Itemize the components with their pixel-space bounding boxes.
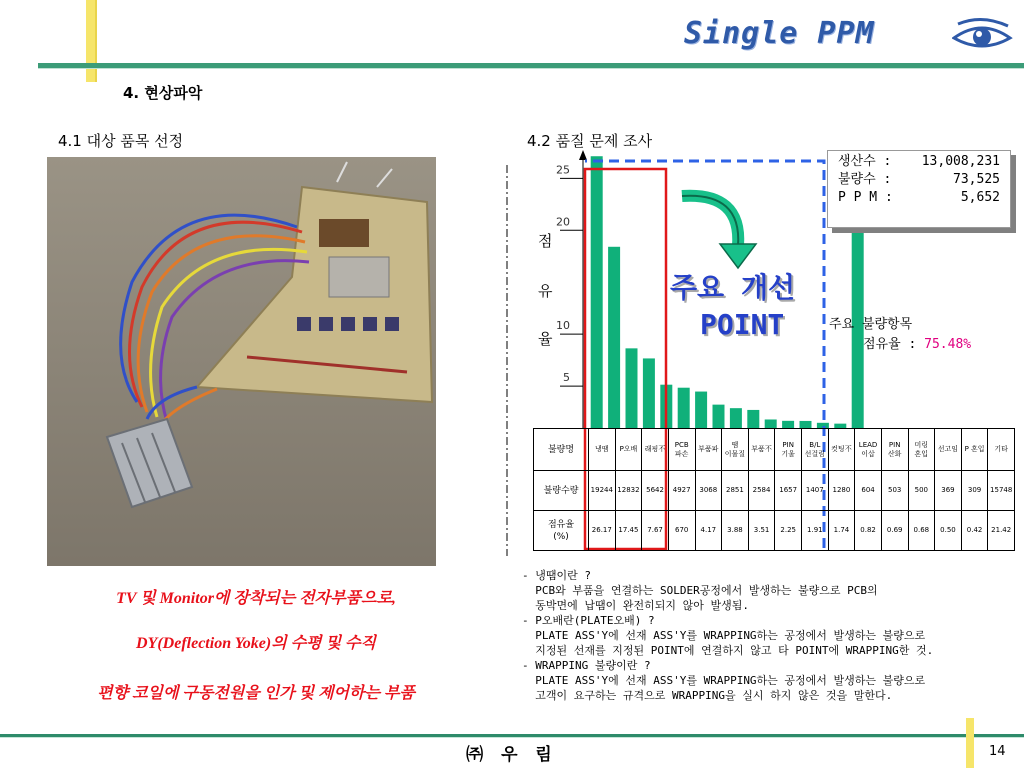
table-cell-defect-count: 2851: [722, 471, 749, 511]
table-cell-share: 26.17: [589, 511, 616, 551]
defect-name-text: 래핑不: [644, 445, 666, 453]
table-cell-defect-count: 503: [881, 471, 908, 511]
y-tick-label: 20: [556, 215, 570, 229]
table-cell-defect-name: [722, 429, 749, 471]
y-tick-label: 25: [556, 163, 570, 177]
key-defect-share-row: [829, 335, 971, 355]
defect-name-text: 미링: [914, 440, 929, 449]
defect-name-text: 선고임: [937, 445, 959, 453]
summary-row-ppm: [838, 189, 1000, 207]
defect-name-text: 기울: [781, 449, 795, 458]
defect-name-text: 이물질: [724, 449, 746, 458]
table-cell-defect-name: [881, 429, 908, 471]
table-cell-share: 21.42: [988, 511, 1015, 551]
bar-8: [713, 405, 725, 428]
key-defect-share: [829, 315, 971, 355]
table-cell-defect-name: [668, 429, 695, 471]
table-cell-defect-name: [589, 429, 616, 471]
table-cell-defect-count: 5642: [642, 471, 669, 511]
left-subtitle: 4.1 대상 품목 선정: [58, 132, 184, 150]
defect-name-text: 컷팅不: [831, 445, 852, 453]
table-cell-defect-name: [802, 429, 829, 471]
summary-value: 13,008,231: [921, 154, 1000, 169]
table-cell-defect-count: 309: [961, 471, 988, 511]
definition-line: - 냉땜이란 ?: [522, 569, 591, 582]
table-cell-defect-name: [935, 429, 962, 471]
table-cell-defect-count: 12832: [615, 471, 642, 511]
table-cell-defect-name: [988, 429, 1015, 471]
y-axis-label-char-3: 율: [538, 330, 553, 348]
defect-name-text: 혼입: [914, 449, 929, 458]
table-cell-share: 3.88: [722, 511, 749, 551]
table-cell-defect-name: [828, 429, 855, 471]
definition-line: PLATE ASS'Y에 선재 ASS'Y를 WRAPPING하는 공정에서 발생하는 불량으로: [522, 629, 926, 642]
defect-name-text: 파손: [674, 449, 689, 458]
table-cell-defect-count: 4927: [668, 471, 695, 511]
table-cell-defect-count: 15748: [988, 471, 1015, 511]
table-cell-defect-name: [908, 429, 935, 471]
bar-3: [626, 348, 638, 428]
table-cell-defect-name: [961, 429, 988, 471]
defect-name-text: P오배: [619, 445, 638, 453]
table-cell-defect-count: 19244: [589, 471, 616, 511]
callout-arrow-icon: [682, 196, 738, 246]
defect-name-text: PIN: [782, 440, 794, 449]
y-tick-label: 5: [563, 371, 570, 385]
table-cell-share: 0.82: [855, 511, 882, 551]
table-header-share: [534, 511, 589, 551]
bar-6: [678, 388, 690, 428]
table-cell-share: 0.68: [908, 511, 935, 551]
table-cell-defect-count: 2584: [748, 471, 775, 511]
share-label-line-1: 점유율: [547, 519, 575, 530]
definition-line: - P오배란(PLATE오배) ?: [522, 614, 655, 627]
key-defect-share-value: 75.48%: [924, 337, 972, 352]
defect-name-text: B/L: [809, 440, 821, 449]
table-cell-share: 0.42: [961, 511, 988, 551]
definition-line: PLATE ASS'Y에 선재 ASS'Y를 WRAPPING하는 공정에서 발생하는 불량으로: [522, 674, 926, 687]
right-subtitle: 4.2 품질 문제 조사: [527, 132, 653, 150]
table-cell-share: 2.25: [775, 511, 802, 551]
definition-line: 고객이 요구하는 규격으로 WRAPPING을 실시 하지 않은 것을 말한다.: [522, 689, 893, 702]
table-cell-defect-name: [615, 429, 642, 471]
summary-row-defects: [838, 171, 1000, 189]
defect-data-table: [533, 428, 1015, 551]
defect-name-text: 산화: [887, 449, 902, 458]
bar-11: [765, 419, 777, 428]
production-summary-box: [827, 150, 1011, 228]
defect-name-text: 부품不: [751, 445, 772, 453]
bar-10: [747, 410, 759, 428]
table-cell-share: 1.91: [802, 511, 829, 551]
defect-name-text: P 혼입: [964, 445, 985, 453]
table-header-defect-name: 불량명: [534, 429, 589, 471]
definition-line: 동박면에 납땜이 완전히되지 않아 발생됨.: [522, 599, 749, 612]
table-cell-share: 0.69: [881, 511, 908, 551]
page-number: 14: [989, 744, 1006, 759]
defect-name-text: PIN: [888, 440, 901, 449]
bar-4: [643, 358, 655, 428]
table-cell-defect-count: 604: [855, 471, 882, 511]
bar-7: [695, 392, 707, 428]
y-axis-label-char-1: 점: [538, 232, 553, 250]
defect-definitions: [522, 568, 933, 703]
summary-value: 73,525: [953, 172, 1000, 187]
table-cell-share: 4.17: [695, 511, 722, 551]
table-cell-defect-count: 369: [935, 471, 962, 511]
description-line-2: DY(Deflection Yoke)의 수평 및 수직: [136, 635, 376, 652]
section-title: 4. 현상파악: [123, 84, 203, 102]
eye-logo-icon: [952, 16, 1014, 56]
bar-2: [608, 247, 620, 428]
footer-divider-light: [0, 737, 1024, 738]
header-divider-light: [38, 68, 1024, 69]
summary-label: 불량수 :: [838, 172, 892, 187]
table-cell-share: 0.50: [935, 511, 962, 551]
summary-label: 생산수 :: [838, 154, 892, 169]
defect-name-text: 이삽: [861, 449, 875, 458]
header-accent-bar-shadow: [95, 0, 97, 82]
table-row-defect-counts: [534, 471, 1015, 511]
company-name: ㈜ 우 림: [466, 745, 558, 765]
defect-name-text: LEAD: [858, 440, 878, 449]
defect-name-text: 냉땜: [595, 445, 609, 453]
y-tick-label: 10: [556, 319, 570, 333]
defect-name-text: 선걸림: [804, 449, 825, 458]
defect-name-text: 부품파: [698, 445, 719, 453]
key-defect-share-title: 주요 불량항목: [829, 317, 913, 332]
description-line-1: TV 및 Monitor에 장착되는 전자부품으로,: [116, 590, 396, 607]
bar-12: [782, 421, 794, 428]
callout-improvement: 주요 개선: [670, 271, 796, 304]
y-axis-label-char-2: 유: [538, 282, 553, 300]
table-cell-defect-count: 1407: [802, 471, 829, 511]
key-defect-share-label: 점유율 :: [863, 337, 917, 352]
callout-arrowhead-icon: [720, 244, 756, 268]
bar-1: [591, 156, 603, 428]
table-cell-defect-name: [748, 429, 775, 471]
table-cell-defect-count: 1657: [775, 471, 802, 511]
table-cell-defect-name: [695, 429, 722, 471]
table-cell-share: 7.67: [642, 511, 669, 551]
callout-point: POINT: [700, 308, 785, 341]
definition-line: 지정된 선재를 지정된 POINT에 연결하지 않고 타 POINT에 WRAPPING한 것.: [522, 644, 934, 657]
table-cell-defect-name: [775, 429, 802, 471]
table-header-defect-count: 불량수량: [534, 471, 589, 511]
table-cell-share: 17.45: [615, 511, 642, 551]
logo-title: Single PPM: [684, 16, 875, 51]
summary-row-production: [838, 153, 1000, 171]
table-row-defect-names: [534, 429, 1015, 471]
table-cell-defect-count: 1280: [828, 471, 855, 511]
definition-line: - WRAPPING 불량이란 ?: [522, 659, 651, 672]
table-cell-defect-count: 500: [908, 471, 935, 511]
bar-9: [730, 408, 742, 428]
defect-name-text: 땜: [731, 440, 739, 449]
table-cell-share: 1.74: [828, 511, 855, 551]
summary-label: P P M :: [838, 190, 893, 205]
share-label-line-2: (%): [553, 531, 569, 542]
definition-line: PCB와 부품을 연결하는 SOLDER공정에서 발생하는 불량으로 PCB의: [522, 584, 878, 597]
table-cell-share: 670: [668, 511, 695, 551]
table-cell-share: 3.51: [748, 511, 775, 551]
table-cell-defect-name: [642, 429, 669, 471]
defect-name-text: 기타: [994, 445, 1008, 453]
table-cell-defect-count: 3068: [695, 471, 722, 511]
connector-assembly-photo: [47, 157, 436, 566]
description-line-3: 편향 코일에 구동전원을 인가 및 제어하는 부품: [97, 685, 415, 702]
table-cell-defect-name: [855, 429, 882, 471]
y-axis-arrow-icon: [579, 150, 587, 160]
table-row-defect-shares: [534, 511, 1015, 551]
summary-value: 5,652: [960, 190, 1000, 205]
header-accent-bar: [86, 0, 95, 82]
defect-name-text: PCB: [674, 440, 689, 449]
bar-13: [800, 421, 812, 428]
